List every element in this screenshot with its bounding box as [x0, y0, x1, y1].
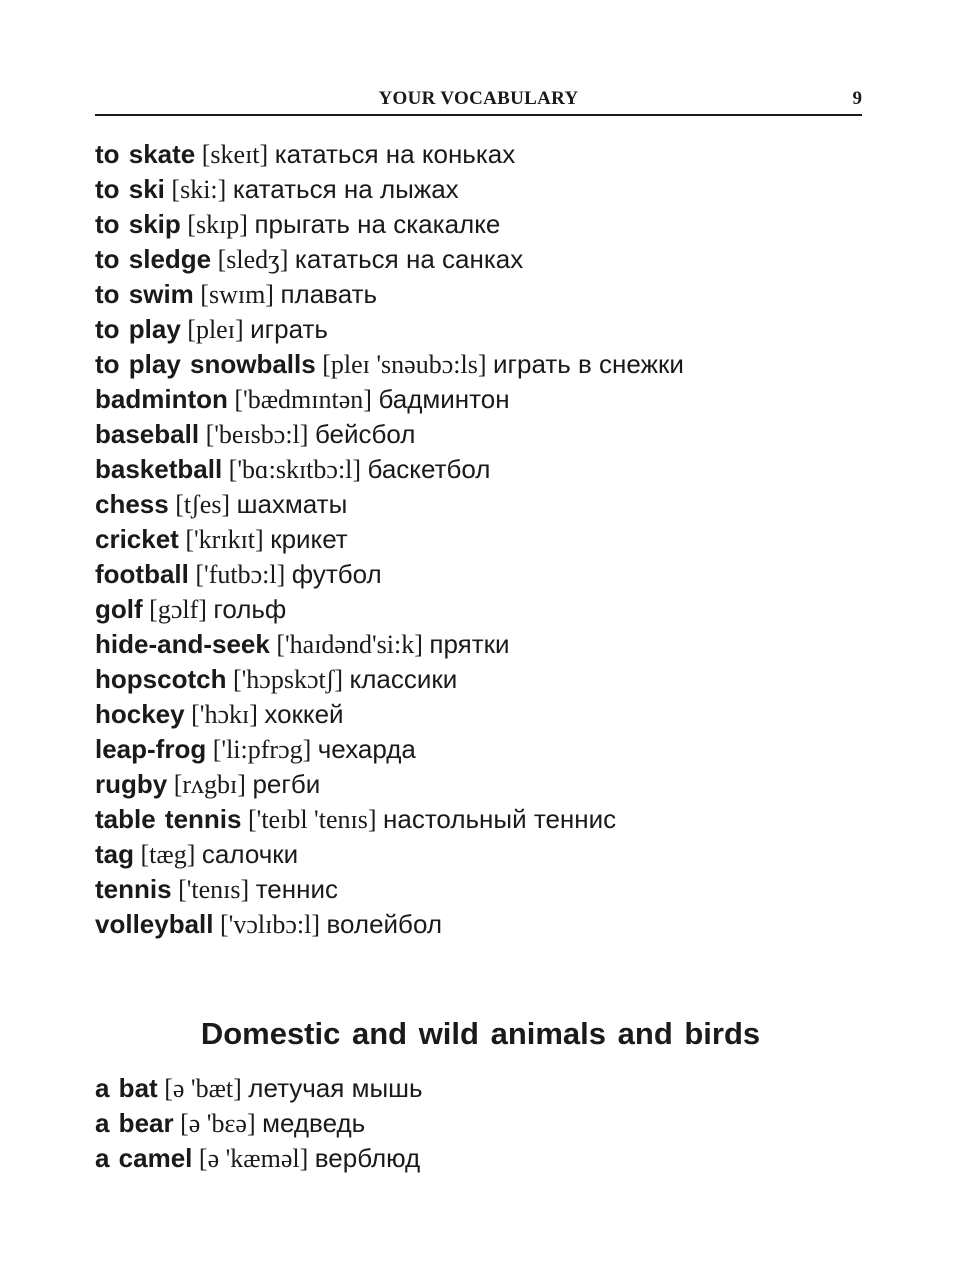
page-number: 9	[852, 88, 862, 109]
entry-term: a bear	[95, 1108, 174, 1138]
entry-pronunciation: ['futbɔ:l]	[195, 560, 286, 589]
entry-term: tennis	[95, 874, 172, 904]
entry-translation: регби	[252, 769, 321, 799]
entry-translation: играть в снежки	[492, 349, 684, 379]
vocabulary-entry	[95, 662, 895, 697]
vocabulary-entry	[95, 592, 895, 627]
entry-term: a bat	[95, 1073, 158, 1103]
entry-pronunciation: [swɪm]	[200, 280, 274, 309]
entry-pronunciation: [ə 'bæt]	[164, 1074, 242, 1103]
vocabulary-entry	[95, 732, 895, 767]
vocabulary-entry	[95, 872, 895, 907]
entry-translation: бадминтон	[378, 384, 510, 414]
entry-pronunciation: ['beɪsbɔ:l]	[205, 420, 309, 449]
entry-term: to swim	[95, 279, 194, 309]
vocabulary-entry	[95, 277, 895, 312]
entry-pronunciation: ['haɪdənd'si:k]	[276, 630, 423, 659]
vocabulary-entry	[95, 522, 895, 557]
entry-pronunciation: [skɪp]	[187, 210, 248, 239]
vocabulary-entry	[95, 242, 895, 277]
entry-pronunciation: ['vɔlɪbɔ:l]	[220, 910, 320, 939]
entry-pronunciation: ['tenɪs]	[178, 875, 250, 904]
entry-term: to ski	[95, 174, 165, 204]
entry-pronunciation: [tæg]	[140, 840, 196, 869]
entry-translation: теннис	[255, 874, 339, 904]
vocabulary-entry	[95, 487, 895, 522]
entry-pronunciation: ['bædmɪntən]	[234, 385, 372, 414]
entry-term: chess	[95, 489, 169, 519]
vocabulary-entry	[95, 802, 895, 837]
section-title: Domestic and wild animals and birds	[200, 1016, 761, 1051]
entry-pronunciation: [ə 'bɛə]	[180, 1109, 256, 1138]
vocabulary-entry	[95, 837, 895, 872]
entry-pronunciation: ['hɔpskɔtʃ]	[232, 665, 344, 694]
entry-term: cricket	[95, 524, 179, 554]
vocabulary-entry	[95, 382, 895, 417]
entry-translation: крикет	[270, 524, 348, 554]
entry-translation: прыгать на скакалке	[254, 209, 501, 239]
entry-translation: бейсбол	[314, 419, 416, 449]
entry-translation: кататься на коньках	[274, 139, 516, 169]
entry-translation: волейбол	[326, 909, 442, 939]
entry-term: golf	[95, 594, 143, 624]
entry-term: to sledge	[95, 244, 212, 274]
entry-term: football	[95, 559, 189, 589]
entry-translation: салочки	[201, 839, 299, 869]
entry-term: leap-frog	[95, 734, 207, 764]
entry-pronunciation: [skeɪt]	[201, 140, 269, 169]
entry-translation: кататься на лыжах	[232, 174, 459, 204]
vocabulary-entry	[95, 207, 895, 242]
entry-translation: хоккей	[264, 699, 344, 729]
vocabulary-entry	[95, 172, 895, 207]
entry-pronunciation: [pleɪ]	[187, 315, 244, 344]
entry-term: tag	[95, 839, 134, 869]
entry-translation: классики	[349, 664, 458, 694]
entry-pronunciation: [tʃes]	[175, 490, 231, 519]
entry-pronunciation: ['krɪkɪt]	[185, 525, 264, 554]
entry-translation: настольный теннис	[383, 804, 617, 834]
vocabulary-entry	[95, 137, 895, 172]
entry-term: to play	[95, 314, 181, 344]
animals-vocabulary-list	[95, 1071, 895, 1176]
entry-term: a camel	[95, 1143, 193, 1173]
vocabulary-entry	[95, 627, 895, 662]
entry-pronunciation: [sledʒ]	[217, 245, 289, 274]
entry-translation: медведь	[262, 1108, 366, 1138]
entry-translation: чехарда	[317, 734, 416, 764]
entry-term: badminton	[95, 384, 228, 414]
entry-term: to skip	[95, 209, 181, 239]
entry-translation: гольф	[213, 594, 287, 624]
entry-pronunciation: ['li:pfrɔg]	[212, 735, 312, 764]
vocabulary-entry	[95, 1106, 895, 1141]
entry-term: volleyball	[95, 909, 214, 939]
vocabulary-entry	[95, 767, 895, 802]
entry-translation: верблюд	[314, 1143, 421, 1173]
entry-pronunciation: [pleɪ 'snəubɔ:ls]	[322, 350, 487, 379]
vocabulary-entry	[95, 452, 895, 487]
entry-pronunciation: ['hɔkɪ]	[191, 700, 258, 729]
entry-pronunciation: ['bɑ:skɪtbɔ:l]	[228, 455, 362, 484]
entry-translation: играть	[250, 314, 328, 344]
vocabulary-entry	[95, 697, 895, 732]
entry-translation: летучая мышь	[248, 1073, 423, 1103]
entry-translation: футбол	[291, 559, 382, 589]
running-head: YOUR VOCABULARY	[378, 88, 579, 109]
entry-pronunciation: [ski:]	[171, 175, 227, 204]
vocabulary-entry	[95, 417, 895, 452]
entry-translation: кататься на санках	[294, 244, 524, 274]
vocabulary-entry	[95, 1071, 895, 1106]
entry-term: to skate	[95, 139, 196, 169]
entry-term: basketball	[95, 454, 223, 484]
entry-pronunciation: ['teɪbl 'tenɪs]	[247, 805, 377, 834]
entry-term: hide-and-seek	[95, 629, 270, 659]
entry-term: rugby	[95, 769, 168, 799]
entry-translation: плавать	[280, 279, 378, 309]
entry-term: hockey	[95, 699, 185, 729]
entry-term: to play snowballs	[95, 349, 316, 379]
vocabulary-entry	[95, 347, 895, 382]
entry-translation: прятки	[429, 629, 510, 659]
entry-pronunciation: [ə 'kæməl]	[198, 1144, 309, 1173]
vocabulary-entry	[95, 312, 895, 347]
entry-translation: баскетбол	[367, 454, 491, 484]
entry-term: table tennis	[95, 804, 242, 834]
vocabulary-entry	[95, 557, 895, 592]
entry-term: hopscotch	[95, 664, 227, 694]
vocabulary-list	[95, 137, 895, 942]
page-header	[95, 86, 862, 116]
entry-pronunciation: [rʌgbɪ]	[173, 770, 246, 799]
entry-pronunciation: [gɔlf]	[149, 595, 207, 624]
vocabulary-entry	[95, 907, 895, 942]
vocabulary-entry	[95, 1141, 895, 1176]
entry-translation: шахматы	[236, 489, 348, 519]
entry-term: baseball	[95, 419, 200, 449]
